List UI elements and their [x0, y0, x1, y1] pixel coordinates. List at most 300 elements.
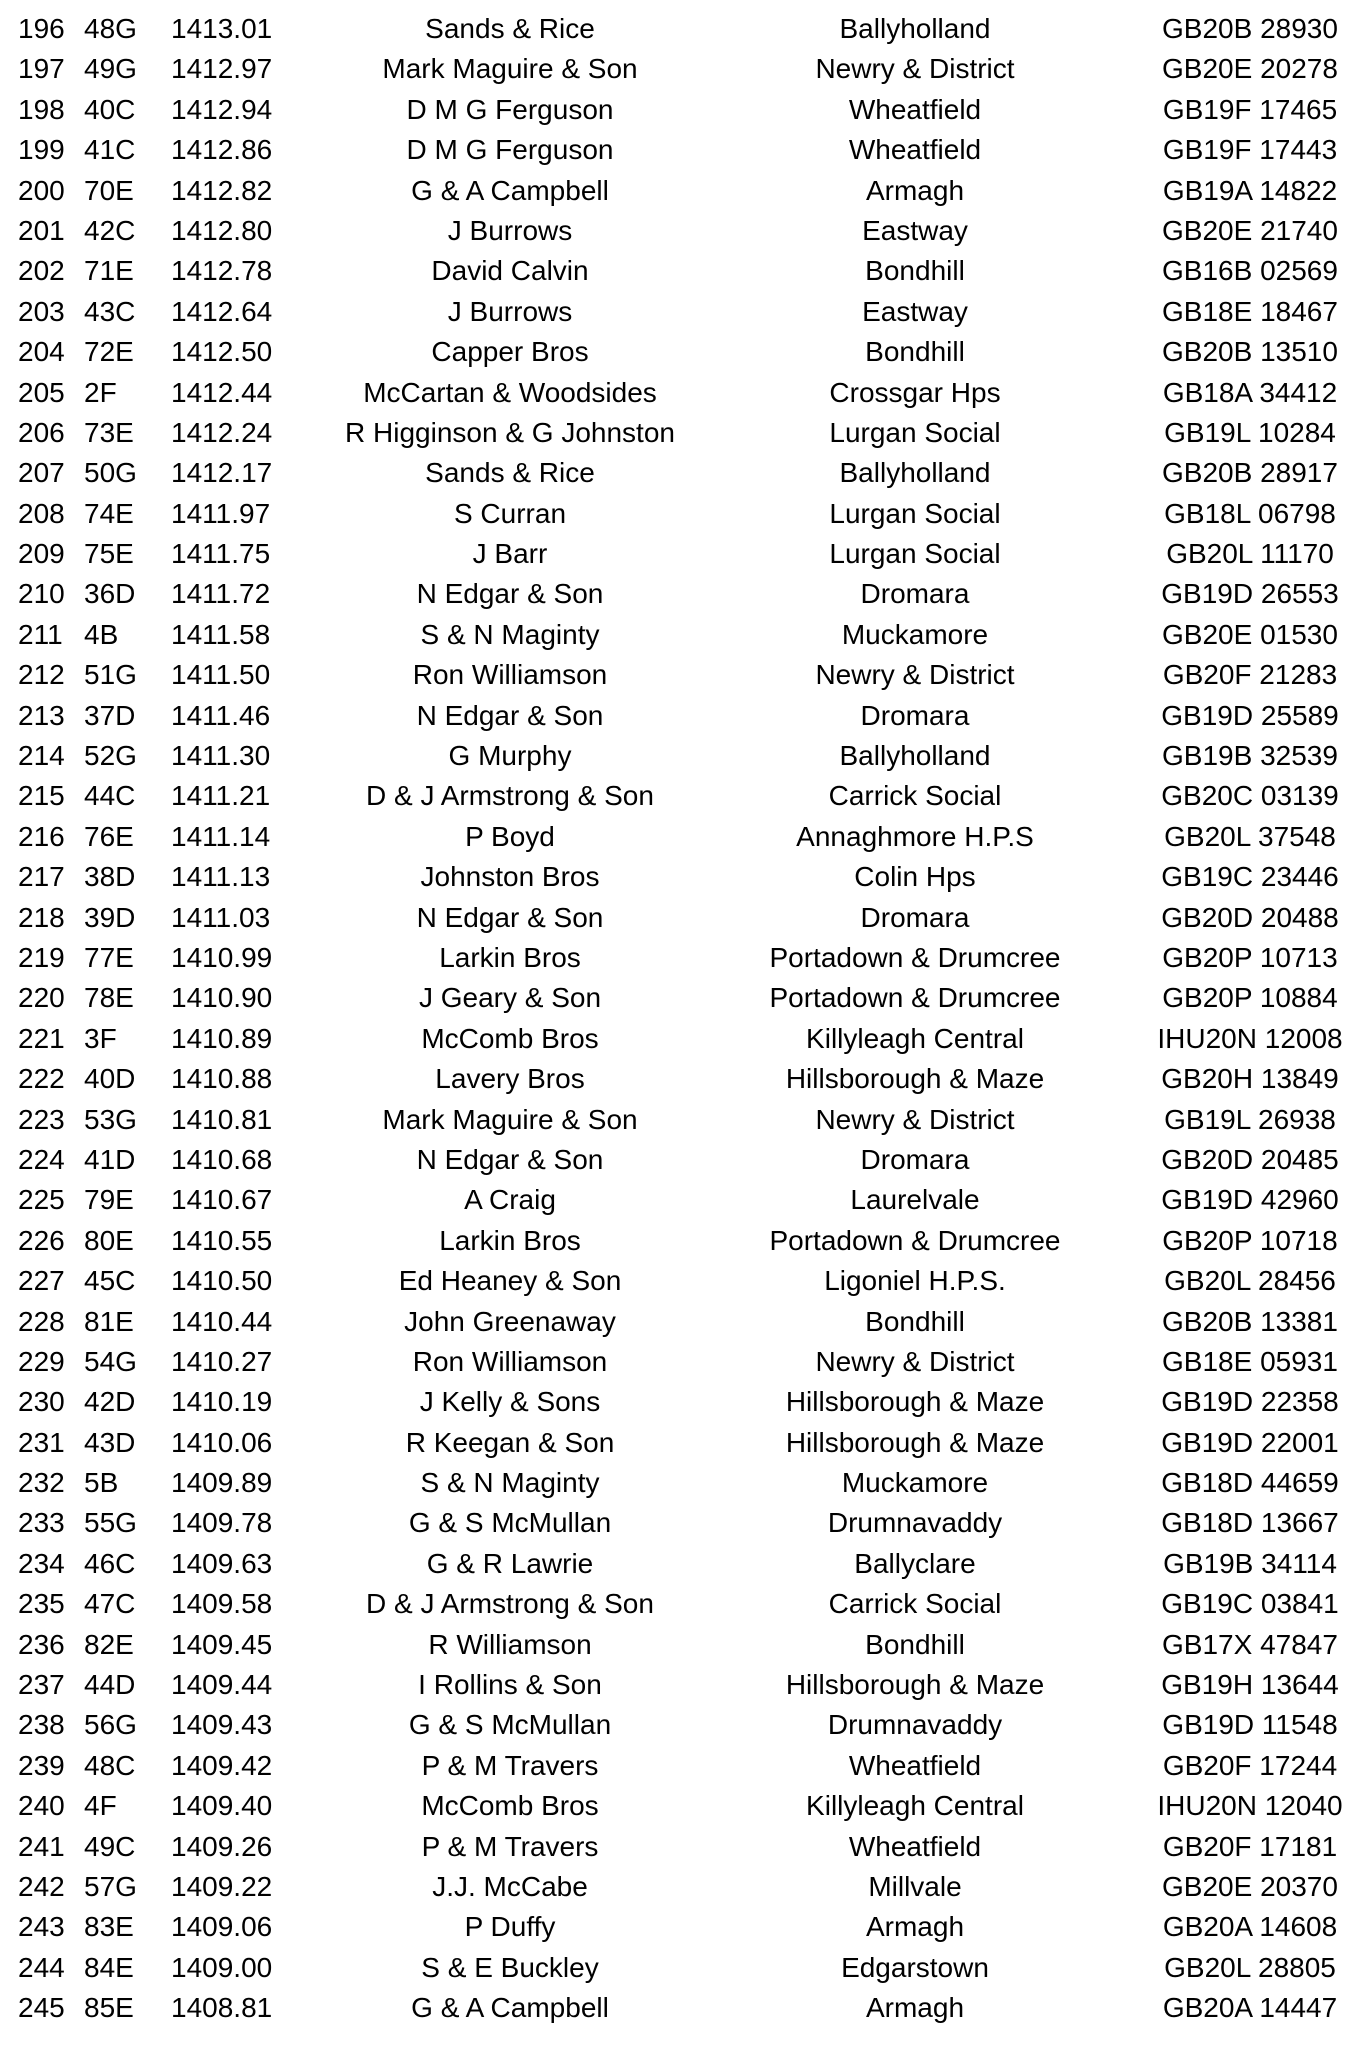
ring-number-cell: GB20L 28456 [1164, 1265, 1336, 1297]
position-cell: 203 [18, 295, 65, 327]
position-cell: 225 [18, 1184, 65, 1216]
pen-cell: 39D [84, 901, 136, 933]
ring-number-cell: GB18D 44659 [1161, 1467, 1339, 1499]
table-row [0, 776, 1361, 816]
ring-number-cell: GB20L 37548 [1164, 820, 1336, 852]
table-row [0, 453, 1361, 493]
fancier-name-cell: D M G Ferguson [406, 134, 614, 166]
velocity-cell: 1412.82 [171, 174, 273, 206]
table-row [0, 1261, 1361, 1301]
fancier-name-cell: G & S McMullan [408, 1709, 612, 1741]
velocity-cell: 1411.58 [171, 618, 271, 650]
table-row [0, 1059, 1361, 1099]
fancier-name-cell: A Craig [464, 1184, 556, 1216]
fancier-name-cell: N Edgar & Son [416, 901, 604, 933]
ring-number-cell: GB20C 03139 [1161, 780, 1339, 812]
ring-number-cell: GB20F 17244 [1162, 1749, 1338, 1781]
pen-cell: 42D [84, 1386, 136, 1418]
fancier-name-cell: Larkin Bros [439, 1224, 581, 1256]
ring-number-cell: GB20E 21740 [1162, 214, 1338, 246]
pen-cell: 79E [84, 1184, 134, 1216]
ring-number-cell: GB19C 03841 [1161, 1588, 1339, 1620]
club-cell: Portadown & Drumcree [769, 982, 1061, 1014]
table-row [0, 494, 1361, 534]
velocity-cell: 1412.64 [171, 295, 273, 327]
pen-cell: 82E [84, 1628, 134, 1660]
velocity-cell: 1409.42 [171, 1749, 273, 1781]
position-cell: 209 [18, 538, 65, 570]
table-row [0, 1705, 1361, 1745]
pen-cell: 71E [84, 255, 134, 287]
ring-number-cell: IHU20N 12040 [1157, 1790, 1343, 1822]
position-cell: 205 [18, 376, 65, 408]
table-row [0, 938, 1361, 978]
club-cell: Hillsborough & Maze [785, 1426, 1045, 1458]
fancier-name-cell: R Keegan & Son [405, 1426, 615, 1458]
club-cell: Newry & District [815, 53, 1015, 85]
club-cell: Dromara [860, 578, 970, 610]
pen-cell: 49G [84, 53, 137, 85]
table-row [0, 292, 1361, 332]
fancier-name-cell: Sands & Rice [425, 457, 595, 489]
fancier-name-cell: J Burrows [447, 214, 573, 246]
ring-number-cell: GB20P 10713 [1162, 941, 1338, 973]
velocity-cell: 1411.72 [171, 578, 271, 610]
fancier-name-cell: J Geary & Son [418, 982, 602, 1014]
club-cell: Ligoniel H.P.S. [824, 1265, 1006, 1297]
pen-cell: 54G [84, 1345, 137, 1377]
table-row [0, 1503, 1361, 1543]
pen-cell: 3F [84, 1022, 117, 1054]
fancier-name-cell: S & N Maginty [420, 1467, 600, 1499]
fancier-name-cell: N Edgar & Son [416, 578, 604, 610]
ring-number-cell: GB20B 13510 [1162, 336, 1338, 368]
position-cell: 243 [18, 1911, 65, 1943]
position-cell: 216 [18, 820, 65, 852]
velocity-cell: 1409.58 [171, 1588, 273, 1620]
fancier-name-cell: Mark Maguire & Son [382, 1103, 638, 1135]
ring-number-cell: GB20E 20370 [1162, 1870, 1338, 1902]
table-row [0, 817, 1361, 857]
ring-number-cell: GB20E 01530 [1162, 618, 1338, 650]
pen-cell: 74E [84, 497, 134, 529]
pen-cell: 2F [84, 376, 117, 408]
velocity-cell: 1412.17 [171, 457, 273, 489]
club-cell: Millvale [868, 1870, 962, 1902]
velocity-cell: 1409.78 [171, 1507, 273, 1539]
position-cell: 228 [18, 1305, 65, 1337]
ring-number-cell: GB17X 47847 [1162, 1628, 1338, 1660]
velocity-cell: 1409.40 [171, 1790, 273, 1822]
fancier-name-cell: David Calvin [431, 255, 589, 287]
pen-cell: 41D [84, 1143, 136, 1175]
fancier-name-cell: Ed Heaney & Son [398, 1265, 622, 1297]
position-cell: 244 [18, 1951, 65, 1983]
fancier-name-cell: G & R Lawrie [426, 1547, 594, 1579]
table-row [0, 736, 1361, 776]
ring-number-cell: GB18D 13667 [1161, 1507, 1339, 1539]
position-cell: 204 [18, 336, 65, 368]
pen-cell: 43C [84, 295, 136, 327]
pen-cell: 84E [84, 1951, 134, 1983]
position-cell: 198 [18, 93, 65, 125]
pen-cell: 52G [84, 740, 137, 772]
ring-number-cell: GB20D 20485 [1161, 1143, 1339, 1175]
velocity-cell: 1410.89 [171, 1022, 273, 1054]
position-cell: 240 [18, 1790, 65, 1822]
position-cell: 223 [18, 1103, 65, 1135]
position-cell: 233 [18, 1507, 65, 1539]
results-table [0, 9, 1361, 2029]
fancier-name-cell: Ron Williamson [412, 659, 608, 691]
fancier-name-cell: G & S McMullan [408, 1507, 612, 1539]
fancier-name-cell: R Williamson [428, 1628, 592, 1660]
ring-number-cell: GB19B 34114 [1163, 1547, 1337, 1579]
fancier-name-cell: McComb Bros [421, 1790, 599, 1822]
pen-cell: 50G [84, 457, 137, 489]
ring-number-cell: GB19L 10284 [1164, 416, 1336, 448]
table-row [0, 655, 1361, 695]
pen-cell: 77E [84, 941, 134, 973]
table-row [0, 615, 1361, 655]
table-row [0, 1948, 1361, 1988]
pen-cell: 4B [84, 618, 119, 650]
position-cell: 219 [18, 941, 65, 973]
velocity-cell: 1411.13 [171, 861, 271, 893]
velocity-cell: 1411.97 [171, 497, 271, 529]
velocity-cell: 1408.81 [171, 1992, 273, 2024]
position-cell: 231 [18, 1426, 65, 1458]
velocity-cell: 1409.44 [171, 1669, 273, 1701]
table-row [0, 1100, 1361, 1140]
fancier-name-cell: J Burrows [447, 295, 573, 327]
velocity-cell: 1410.19 [171, 1386, 273, 1418]
table-row [0, 49, 1361, 89]
club-cell: Ballyclare [854, 1547, 976, 1579]
velocity-cell: 1412.86 [171, 134, 273, 166]
ring-number-cell: GB19D 22358 [1161, 1386, 1339, 1418]
pen-cell: 53G [84, 1103, 137, 1135]
table-row [0, 1463, 1361, 1503]
ring-number-cell: GB19B 32539 [1162, 740, 1338, 772]
position-cell: 221 [18, 1022, 65, 1054]
position-cell: 242 [18, 1870, 65, 1902]
fancier-name-cell: Capper Bros [431, 336, 589, 368]
ring-number-cell: GB20A 14447 [1162, 1992, 1338, 2024]
table-row [0, 1786, 1361, 1826]
club-cell: Eastway [862, 214, 968, 246]
club-cell: Portadown & Drumcree [769, 941, 1061, 973]
position-cell: 208 [18, 497, 65, 529]
club-cell: Ballyholland [839, 457, 991, 489]
pen-cell: 76E [84, 820, 134, 852]
velocity-cell: 1410.55 [171, 1224, 273, 1256]
position-cell: 235 [18, 1588, 65, 1620]
club-cell: Portadown & Drumcree [769, 1224, 1061, 1256]
fancier-name-cell: J.J. McCabe [432, 1870, 588, 1902]
club-cell: Wheatfield [848, 1749, 982, 1781]
position-cell: 199 [18, 134, 65, 166]
pen-cell: 5B [84, 1467, 119, 1499]
fancier-name-cell: McCartan & Woodsides [363, 376, 657, 408]
velocity-cell: 1411.75 [171, 538, 271, 570]
position-cell: 215 [18, 780, 65, 812]
table-row [0, 1140, 1361, 1180]
table-row [0, 130, 1361, 170]
ring-number-cell: GB16B 02569 [1162, 255, 1338, 287]
pen-cell: 37D [84, 699, 136, 731]
club-cell: Carrick Social [828, 1588, 1002, 1620]
club-cell: Bondhill [865, 336, 965, 368]
club-cell: Wheatfield [848, 93, 982, 125]
fancier-name-cell: J Barr [472, 538, 548, 570]
position-cell: 234 [18, 1547, 65, 1579]
pen-cell: 55G [84, 1507, 137, 1539]
ring-number-cell: GB20L 28805 [1164, 1951, 1336, 1983]
pen-cell: 83E [84, 1911, 134, 1943]
ring-number-cell: GB19F 17465 [1162, 93, 1338, 125]
velocity-cell: 1410.68 [171, 1143, 273, 1175]
fancier-name-cell: John Greenaway [404, 1305, 616, 1337]
club-cell: Bondhill [865, 1305, 965, 1337]
club-cell: Hillsborough & Maze [785, 1063, 1045, 1095]
table-row [0, 1180, 1361, 1220]
ring-number-cell: IHU20N 12008 [1157, 1022, 1343, 1054]
table-row [0, 574, 1361, 614]
fancier-name-cell: S & N Maginty [420, 618, 600, 650]
position-cell: 206 [18, 416, 65, 448]
pen-cell: 42C [84, 214, 136, 246]
table-row [0, 1382, 1361, 1422]
position-cell: 239 [18, 1749, 65, 1781]
position-cell: 229 [18, 1345, 65, 1377]
table-row [0, 413, 1361, 453]
club-cell: Dromara [860, 1143, 970, 1175]
ring-number-cell: GB19D 26553 [1161, 578, 1339, 610]
velocity-cell: 1413.01 [171, 13, 273, 44]
fancier-name-cell: Mark Maguire & Son [382, 53, 638, 85]
club-cell: Dromara [860, 699, 970, 731]
table-row [0, 1584, 1361, 1624]
velocity-cell: 1411.46 [171, 699, 271, 731]
ring-number-cell: GB20D 20488 [1161, 901, 1339, 933]
table-row [0, 211, 1361, 251]
table-row [0, 1867, 1361, 1907]
fancier-name-cell: Lavery Bros [435, 1063, 585, 1095]
club-cell: Dromara [860, 901, 970, 933]
velocity-cell: 1411.30 [171, 740, 271, 772]
position-cell: 202 [18, 255, 65, 287]
position-cell: 241 [18, 1830, 65, 1862]
ring-number-cell: GB19L 26938 [1164, 1103, 1336, 1135]
club-cell: Killyleagh Central [806, 1022, 1024, 1054]
pen-cell: 78E [84, 982, 134, 1014]
position-cell: 197 [18, 53, 65, 85]
fancier-name-cell: Ron Williamson [412, 1345, 608, 1377]
club-cell: Newry & District [815, 1345, 1015, 1377]
fancier-name-cell: D & J Armstrong & Son [366, 780, 654, 812]
club-cell: Wheatfield [848, 1830, 982, 1862]
ring-number-cell: GB19D 22001 [1161, 1426, 1339, 1458]
velocity-cell: 1410.67 [171, 1184, 273, 1216]
table-row [0, 1746, 1361, 1786]
club-cell: Ballyholland [839, 740, 991, 772]
club-cell: Carrick Social [828, 780, 1002, 812]
ring-number-cell: GB19A 14822 [1162, 174, 1338, 206]
table-row [0, 9, 1361, 49]
fancier-name-cell: Larkin Bros [439, 941, 581, 973]
velocity-cell: 1412.97 [171, 53, 273, 85]
position-cell: 213 [18, 699, 65, 731]
fancier-name-cell: D & J Armstrong & Son [366, 1588, 654, 1620]
club-cell: Laurelvale [850, 1184, 980, 1216]
ring-number-cell: GB19D 42960 [1161, 1184, 1339, 1216]
velocity-cell: 1409.26 [171, 1830, 273, 1862]
position-cell: 201 [18, 214, 65, 246]
pen-cell: 57G [84, 1870, 137, 1902]
pen-cell: 43D [84, 1426, 136, 1458]
velocity-cell: 1410.44 [171, 1305, 273, 1337]
pen-cell: 56G [84, 1709, 137, 1741]
position-cell: 224 [18, 1143, 65, 1175]
ring-number-cell: GB20H 13849 [1161, 1063, 1339, 1095]
velocity-cell: 1412.50 [171, 336, 273, 368]
position-cell: 211 [18, 618, 63, 650]
table-row [0, 1665, 1361, 1705]
pen-cell: 45C [84, 1265, 136, 1297]
velocity-cell: 1409.45 [171, 1628, 273, 1660]
position-cell: 214 [18, 740, 65, 772]
position-cell: 212 [18, 659, 65, 691]
club-cell: Annaghmore H.P.S [796, 820, 1034, 852]
table-row [0, 1019, 1361, 1059]
ring-number-cell: GB20P 10884 [1162, 982, 1338, 1014]
velocity-cell: 1410.88 [171, 1063, 273, 1095]
position-cell: 232 [18, 1467, 65, 1499]
pen-cell: 48G [84, 13, 137, 44]
ring-number-cell: GB20A 14608 [1162, 1911, 1338, 1943]
table-row [0, 1544, 1361, 1584]
velocity-cell: 1410.50 [171, 1265, 273, 1297]
club-cell: Ballyholland [839, 13, 991, 44]
fancier-name-cell: P Duffy [464, 1911, 556, 1943]
pen-cell: 44D [84, 1669, 136, 1701]
ring-number-cell: GB19F 17443 [1162, 134, 1338, 166]
pen-cell: 81E [84, 1305, 134, 1337]
velocity-cell: 1411.14 [171, 820, 271, 852]
velocity-cell: 1412.24 [171, 416, 273, 448]
pen-cell: 47C [84, 1588, 136, 1620]
position-cell: 207 [18, 457, 65, 489]
velocity-cell: 1409.43 [171, 1709, 273, 1741]
fancier-name-cell: Sands & Rice [425, 13, 595, 44]
fancier-name-cell: I Rollins & Son [418, 1669, 602, 1701]
fancier-name-cell: P & M Travers [421, 1830, 599, 1862]
ring-number-cell: GB19D 11548 [1162, 1709, 1338, 1741]
fancier-name-cell: McComb Bros [421, 1022, 599, 1054]
table-row [0, 90, 1361, 130]
pen-cell: 80E [84, 1224, 134, 1256]
ring-number-cell: GB18L 06798 [1164, 497, 1336, 529]
pen-cell: 4F [84, 1790, 117, 1822]
pen-cell: 85E [84, 1992, 134, 2024]
table-row [0, 696, 1361, 736]
club-cell: Drumnavaddy [827, 1709, 1003, 1741]
ring-number-cell: GB19H 13644 [1161, 1669, 1339, 1701]
position-cell: 237 [18, 1669, 65, 1701]
velocity-cell: 1410.99 [171, 941, 273, 973]
ring-number-cell: GB20L 11170 [1166, 538, 1334, 570]
fancier-name-cell: N Edgar & Son [416, 699, 604, 731]
table-row [0, 251, 1361, 291]
table-row [0, 171, 1361, 211]
ring-number-cell: GB19D 25589 [1161, 699, 1339, 731]
fancier-name-cell: P & M Travers [421, 1749, 599, 1781]
position-cell: 227 [18, 1265, 65, 1297]
fancier-name-cell: S & E Buckley [421, 1951, 599, 1983]
club-cell: Colin Hps [854, 861, 976, 893]
pen-cell: 44C [84, 780, 136, 812]
club-cell: Lurgan Social [829, 497, 1001, 529]
position-cell: 200 [18, 174, 65, 206]
pen-cell: 36D [84, 578, 136, 610]
club-cell: Newry & District [815, 659, 1015, 691]
club-cell: Armagh [865, 174, 965, 206]
fancier-name-cell: D M G Ferguson [406, 93, 614, 125]
table-row [0, 978, 1361, 1018]
position-cell: 196 [18, 13, 65, 44]
velocity-cell: 1409.22 [171, 1870, 273, 1902]
velocity-cell: 1410.90 [171, 982, 273, 1014]
club-cell: Killyleagh Central [806, 1790, 1024, 1822]
position-cell: 210 [18, 578, 65, 610]
club-cell: Armagh [865, 1911, 965, 1943]
position-cell: 238 [18, 1709, 65, 1741]
velocity-cell: 1409.63 [171, 1547, 273, 1579]
pen-cell: 48C [84, 1749, 136, 1781]
velocity-cell: 1410.27 [171, 1345, 273, 1377]
club-cell: Hillsborough & Maze [785, 1386, 1045, 1418]
club-cell: Muckamore [841, 618, 989, 650]
club-cell: Muckamore [841, 1467, 989, 1499]
ring-number-cell: GB20P 10718 [1162, 1224, 1338, 1256]
velocity-cell: 1411.21 [171, 780, 271, 812]
club-cell: Crossgar Hps [829, 376, 1001, 408]
table-row [0, 857, 1361, 897]
velocity-cell: 1409.00 [171, 1951, 273, 1983]
pen-cell: 46C [84, 1547, 136, 1579]
ring-number-cell: GB18E 05931 [1162, 1345, 1338, 1377]
club-cell: Bondhill [865, 1628, 965, 1660]
club-cell: Lurgan Social [829, 538, 1001, 570]
table-row [0, 898, 1361, 938]
fancier-name-cell: Johnston Bros [420, 861, 600, 893]
pen-cell: 49C [84, 1830, 136, 1862]
velocity-cell: 1412.44 [171, 376, 273, 408]
position-cell: 222 [18, 1063, 65, 1095]
table-row [0, 1907, 1361, 1947]
position-cell: 218 [18, 901, 65, 933]
pen-cell: 41C [84, 134, 136, 166]
position-cell: 245 [18, 1992, 65, 2024]
ring-number-cell: GB20B 28930 [1162, 13, 1338, 44]
position-cell: 217 [18, 861, 65, 893]
table-row [0, 1827, 1361, 1867]
table-row [0, 1625, 1361, 1665]
club-cell: Eastway [862, 295, 968, 327]
velocity-cell: 1412.80 [171, 214, 273, 246]
ring-number-cell: GB20B 13381 [1162, 1305, 1338, 1337]
